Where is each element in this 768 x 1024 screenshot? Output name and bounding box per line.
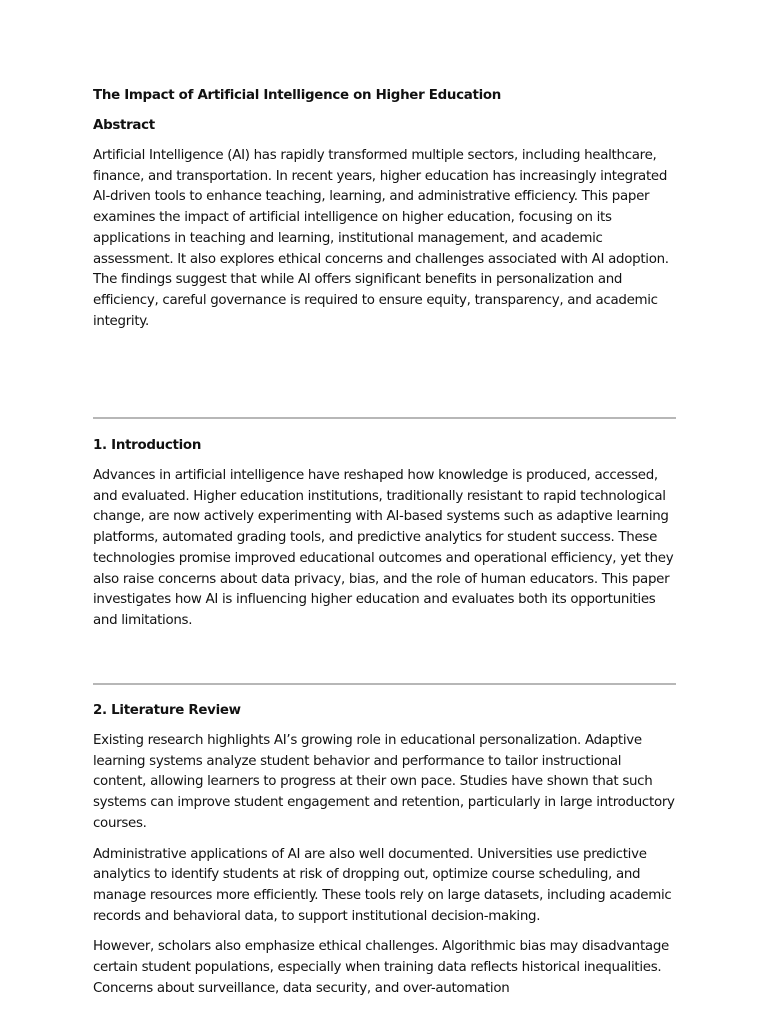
introduction-heading: 1. Introduction: [93, 438, 202, 453]
section-divider: [93, 417, 676, 419]
literature-review-paragraph: Administrative applications of AI are also well documented. Universities use predictive analytics to identify students at risk of dropping out, optimize course scheduling, and manage resources more efficiently. These tools rely on large datasets, including academic records and behavioral data, to support institutional decision-making.: [93, 846, 672, 924]
document-title: The Impact of Artificial Intelligence on Higher Education: [93, 88, 502, 103]
abstract-section: [93, 146, 676, 417]
document-page: [93, 86, 676, 1009]
abstract-paragraph: Artificial Intelligence (AI) has rapidly transformed multiple sectors, including healthcare, finance, and transportation. In recent years, higher education has increasingly integrated AI-driven tools to enhance teaching, learning, and administrative efficiency. This paper examines the impact of artificial intelligence on higher education, focusing on its applications in teaching and learning, institutional management, and academic assessment. It also explores ethical concerns and challenges associated with AI adoption. The findings suggest that while AI offers significant benefits in personalization and efficiency, careful governance is required to ensure equity, transparency, and academic integrity.: [93, 148, 669, 329]
literature-review-heading: 2. Literature Review: [93, 703, 241, 718]
literature-review-paragraph: Existing research highlights AI’s growing role in educational personalization. Adaptive learning systems analyze student behavior and performance to tailor instructional content, allowing learners to progress at their own pace. Studies have shown that such systems can improve student engagement and retention, particularly in large introductory courses.: [93, 733, 675, 831]
abstract-heading: Abstract: [93, 118, 155, 133]
literature-review-paragraph: However, scholars also emphasize ethical challenges. Algorithmic bias may disadvantage certain student populations, especially when training data reflects historical inequalities. Concerns about surveillance, data security, and over-automation: [93, 939, 669, 996]
section-divider: [93, 683, 676, 685]
introduction-section: [93, 466, 676, 683]
introduction-paragraph: Advances in artificial intelligence have reshaped how knowledge is produced, accessed, and evaluated. Higher education institutions, traditionally resistant to rapid technological change, are now actively experimenting with AI-based systems such as adaptive learning platforms, automated grading tools, and predictive analytics for student success. These technologies promise improved educational outcomes and operational efficiency, yet they also raise concerns about data privacy, bias, and the role of human educators. This paper investigates how AI is influencing higher education and evaluates both its opportunities and limitations.: [93, 468, 674, 628]
literature-review-section: [93, 731, 676, 999]
